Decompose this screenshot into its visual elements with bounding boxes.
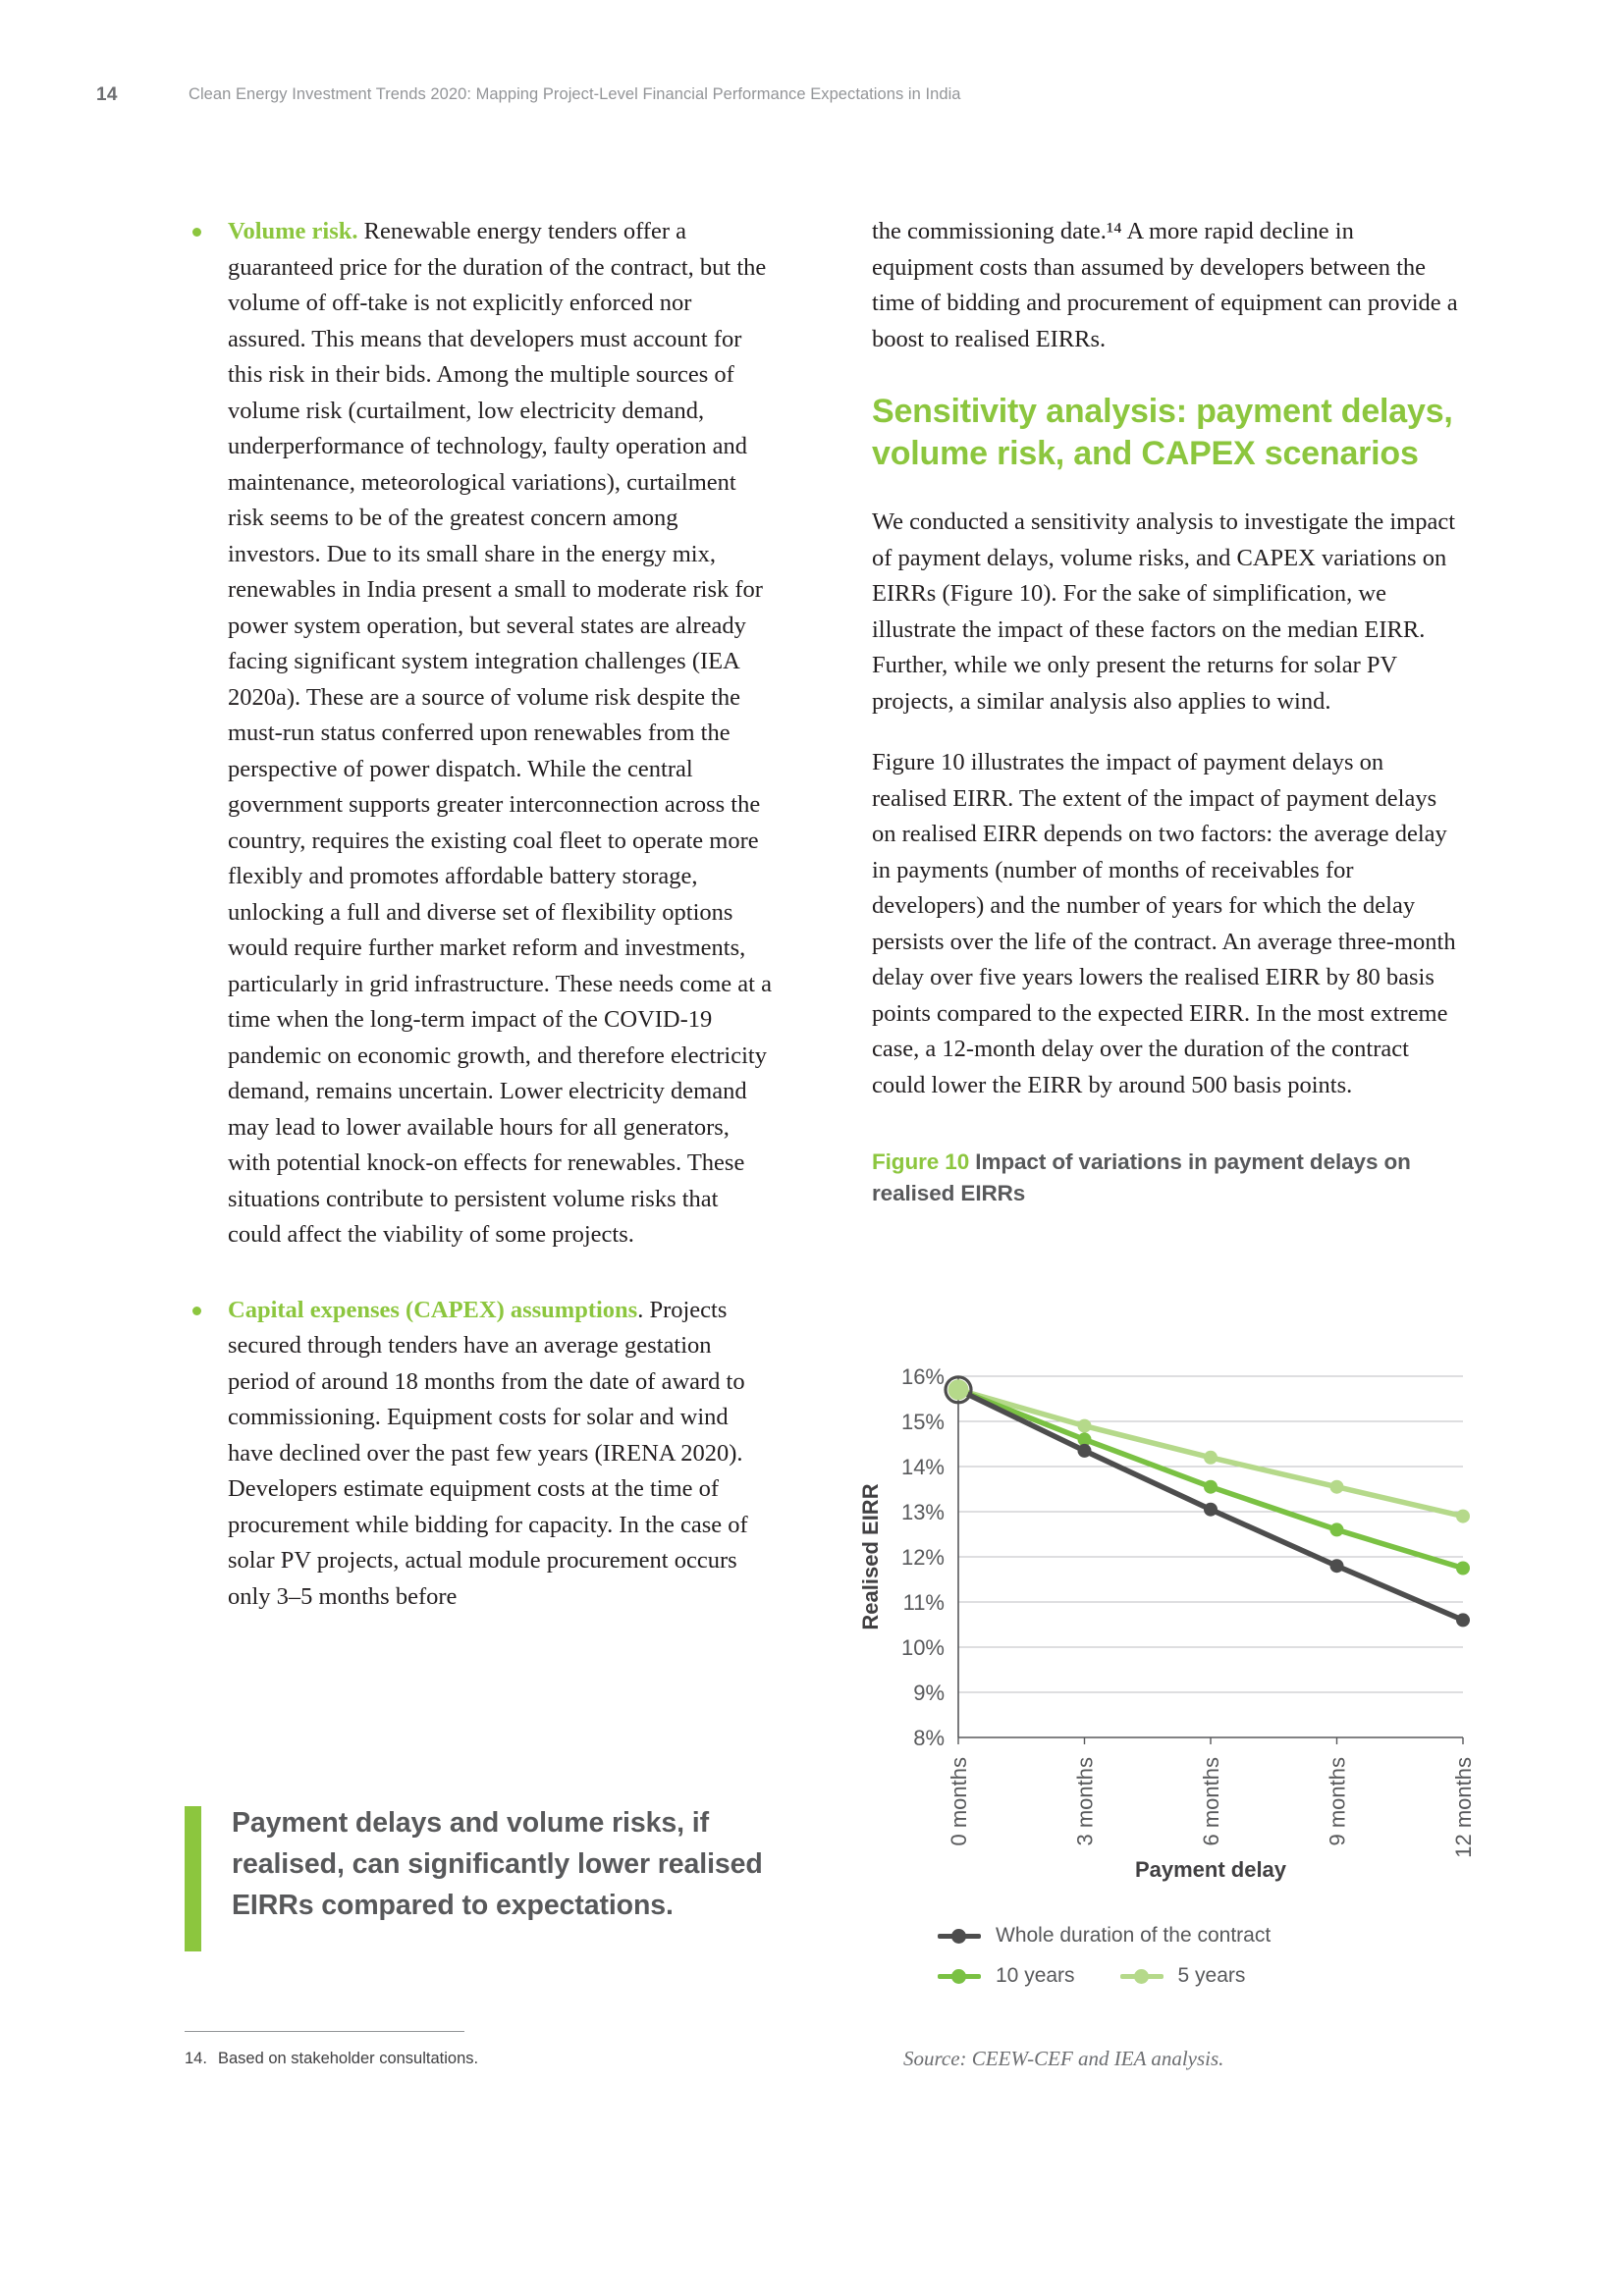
right-column [872,214,1461,1209]
bullet-dot-icon [192,1307,201,1315]
paragraph-figure10-description: Figure 10 illustrates the impact of payment delays on realised EIRR. The extent of the impact of payment delays on realised EIRR depends on two factors: the average delay in payments (number of months of receivables for developers) and the number of years for which the delay persists over the life of the contract. An average three-month delay over five years lowers the realised EIRR by 80 basis points compared to the expected EIRR. In the most extreme case, a 12-month delay over the duration of the contract could lower the EIRR by around 500 basis points. [872,749,1456,1098]
pull-quote-accent-bar [185,1806,201,1951]
pull-quote [185,1802,782,1926]
figure-10-chart [852,1353,1481,1942]
paragraph-continued: the commissioning date.¹⁴ A more rapid decline in equipment costs than assumed by developers between the time of bidding and procurement of equipment can provide a boost to realised EIRRs. [872,218,1458,352]
legend-row-2 [938,1964,1488,1988]
svg-text:16%: 16% [900,1364,945,1389]
paragraph-sensitivity-intro: We conducted a sensitivity analysis to investigate the impact of payment delays, volume risks, and CAPEX variations on EIRRs (Figure 10). For the sake of simplification, we illustrate the impact of these factors on the median EIRR. Further, while we only present the returns for solar PV projects, a similar analysis also applies to wind. [872,508,1456,715]
svg-text:9%: 9% [913,1681,945,1705]
page-number: 14 [96,84,118,105]
legend-label: Whole duration of the contract [996,1924,1272,1947]
figure-title: Impact of variations in payment delays on realised EIRRs [872,1149,1411,1205]
legend-row-1 [938,1924,1488,1948]
svg-text:12%: 12% [900,1545,945,1570]
legend-marker-icon [1120,1969,1164,1983]
legend-item-10-years [938,1964,1075,1988]
bullet-body-text: Renewable energy tenders offer a guaranteed price for the duration of the contract, but the volume of off-take is not explicitly enforced nor assured. This means that developers must account for this risk in their bids. Among the multiple sources of volume risk (curtailment, low electricity demand, underperformance of technology, faulty operation and maintenance, meteorological variations), curtailment risk seems to be of the greatest concern among investors. Due to its small share in the energy mix, renewables in India present a small to moderate risk for power system operation, but several states are already facing significant system integration challenges (IEA 2020a). These are a source of volume risk despite the must-run status conferred upon renewables from the perspective of power dispatch. While the central government supports greater interconnection across the country, requires the existing coal fleet to operate more flexibly and promotes affordable battery storage, unlocking a full and diverse set of flexibility options would require further market reform and investments, particularly in grid infrastructure. These needs come at a time when the long-term impact of the COVID-19 pandemic on economic growth, and therefore electricity demand, remains uncertain. Lower electricity demand may lead to lower available hours for all generators, with potential knock-on effects for renewables. These situations contribute to persistent volume risks that could affect the viability of some projects. [228,218,772,1248]
section-heading: Sensitivity analysis: payment delays, volume risk, and CAPEX scenarios [872,393,1453,472]
footnote-number: 14. [185,2050,207,2067]
legend-marker-icon [938,1929,981,1943]
legend-item-5-years [1120,1964,1246,1988]
footnote-text: Based on stakeholder consultations. [218,2050,479,2067]
svg-text:12 months: 12 months [1451,1757,1476,1858]
footnote-divider [185,2031,464,2032]
legend-marker-icon [938,1969,981,1983]
bullet-capex-assumptions [185,1293,774,1616]
legend-item-whole-duration [938,1924,1271,1948]
svg-text:Payment delay: Payment delay [1134,1857,1287,1882]
svg-text:8%: 8% [913,1726,945,1750]
svg-text:9 months: 9 months [1325,1757,1350,1846]
svg-text:13%: 13% [900,1500,945,1524]
bullet-volume-risk [185,214,774,1254]
running-title: Clean Energy Investment Trends 2020: Mapping Project-Level Financial Performance Expectations in India [189,85,961,103]
page-header [0,84,1624,114]
figure-number: Figure 10 [872,1149,970,1174]
figure-source: Source: CEEW-CEF and IEA analysis. [903,2047,1224,2070]
svg-text:0 months: 0 months [947,1757,971,1846]
footnote [185,2050,734,2068]
bullet-lead-label: Capital expenses (CAPEX) assumptions [228,1296,638,1323]
left-column [185,214,774,1615]
svg-text:14%: 14% [900,1455,945,1479]
svg-text:10%: 10% [900,1635,945,1660]
svg-text:6 months: 6 months [1199,1757,1223,1846]
svg-text:Realised EIRR: Realised EIRR [858,1483,883,1630]
figure-caption [872,1147,1461,1209]
svg-text:11%: 11% [902,1590,945,1615]
chart-legend [938,1924,1488,2004]
chart-svg [852,1353,1481,1942]
legend-label: 5 years [1177,1964,1246,1987]
svg-text:15%: 15% [900,1410,945,1434]
pull-quote-text: Payment delays and volume risks, if realised, can significantly lower realised EIRRs compared to expectations. [232,1807,763,1921]
bullet-lead-label: Volume risk. [228,218,358,244]
legend-label: 10 years [996,1964,1075,1987]
svg-text:3 months: 3 months [1072,1757,1098,1846]
bullet-dot-icon [192,228,201,237]
bullet-body-text: . Projects secured through tenders have an average gestation period of around 18 months from the date of award to commissioning. Equipment costs for solar and wind have declined over the past few years (IRENA 2020). Developers estimate equipment costs at the time of procurement while bidding for capacity. In the case of solar PV projects, actual module procurement occurs only 3–5 months before [228,1296,748,1610]
